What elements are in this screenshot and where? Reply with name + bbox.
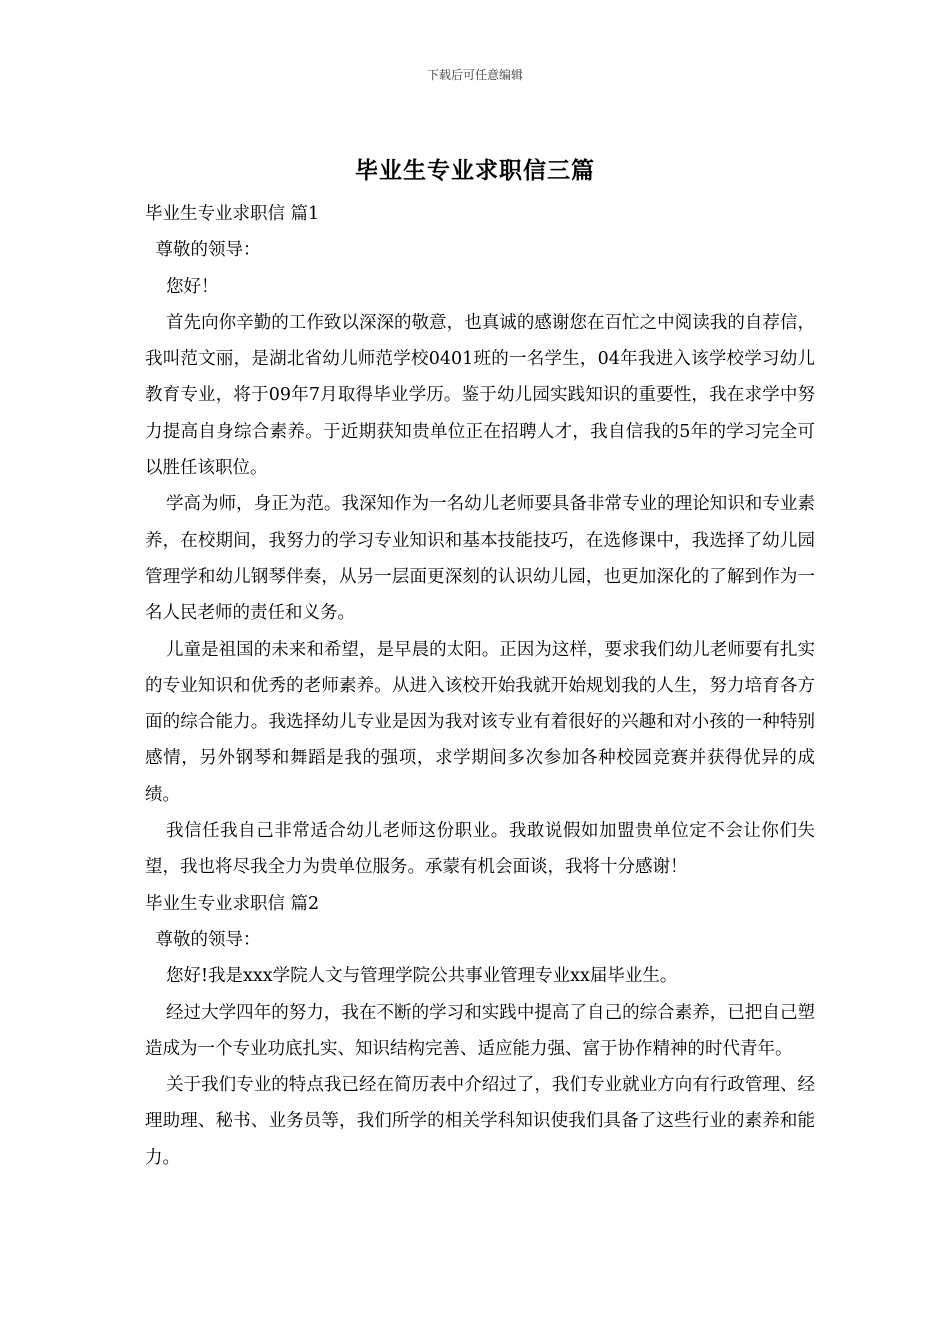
salutation: 尊敬的领导： xyxy=(155,929,261,950)
paragraph: 我信任我自己非常适合幼儿老师这份职业。我敢说假如加盟贵单位定不会让你们失望，我也将尽我全力为贵单位服务。承蒙有机会面谈，我将十分感谢！ xyxy=(145,821,815,878)
paragraph: 首先向你辛勤的工作致以深深的敬意，也真诚的感谢您在百忙之中阅读我的自荐信，我叫范文丽，是湖北省幼儿师范学校0401班的一名学生，04年我进入该学校学习幼儿教育专业，将于09年7月取得毕业学历。鉴于幼儿园实践知识的重要性，我在求学中努力提高自身综合素养。于近期获知贵单位正在招聘人才，我自信我的5年的学习完全可以胜任该职位。 xyxy=(145,312,815,479)
salutation: 尊敬的领导： xyxy=(155,240,261,261)
paragraph: 学高为师，身正为范。我深知作为一名幼儿老师要具备非常专业的理论知识和专业素养，在校期间，我努力的学习专业知识和基本技能技巧，在选修课中，我选择了幼儿园管理学和幼儿钢琴伴奏，从另一层面更深刻的认识幼儿园，也更加深化的了解到作为一名人民老师的责任和义务。 xyxy=(145,494,815,624)
section-heading: 毕业生专业求职信 篇2 xyxy=(145,893,320,914)
greeting: 您好!我是xxx学院人文与管理学院公共事业管理专业xx届毕业生。 xyxy=(166,966,678,987)
paragraph: 经过大学四年的努力，我在不断的学习和实践中提高了自己的综合素养，已把自己塑造成为一个专业功底扎实、知识结构完善、适应能力强、富于协作精神的时代青年。 xyxy=(145,1002,815,1059)
paragraph: 关于我们专业的特点我已经在简历表中介绍过了，我们专业就业方向有行政管理、经理助理、秘书、业务员等，我们所学的相关学科知识使我们具备了这些行业的素养和能力。 xyxy=(145,1075,815,1168)
page-title: 毕业生专业求职信三篇 xyxy=(355,157,595,184)
greeting: 您好！ xyxy=(166,276,219,297)
header-note: 下载后可任意编辑 xyxy=(426,68,523,82)
document-body xyxy=(145,196,815,1176)
paragraph: 儿童是祖国的未来和希望，是早晨的太阳。正因为这样，要求我们幼儿老师要有扎实的专业知识和优秀的老师素养。从进入该校开始我就开始规划我的人生，努力培育各方面的综合能力。我选择幼儿专业是因为我对该专业有着很好的兴趣和对小孩的一种特别感情，另外钢琴和舞蹈是我的强项，求学期间多次参加各种校园竞赛并获得优异的成绩。 xyxy=(145,639,815,805)
section-heading: 毕业生专业求职信 篇1 xyxy=(145,204,320,224)
